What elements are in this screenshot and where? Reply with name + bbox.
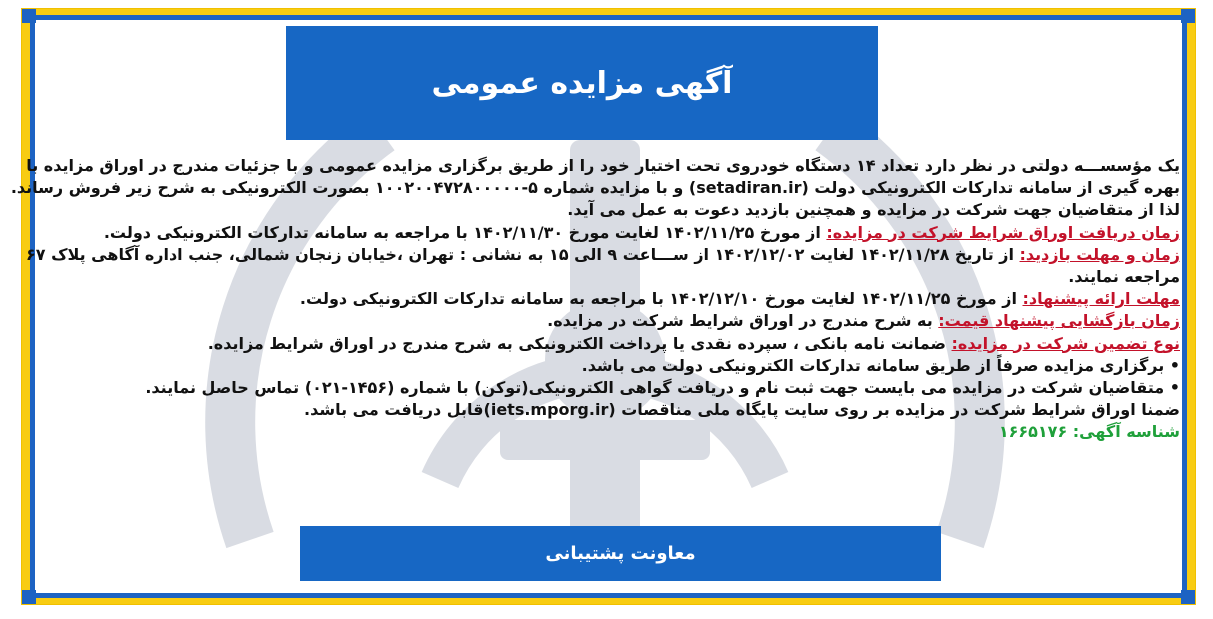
ad-id: شناسه آگهی: ۱۶۶۵۱۷۶	[998, 422, 1180, 442]
intro-line: لذا از متقاضیان جهت شرکت در مزایده و همچنین بازدید دعوت به عمل می آید.	[567, 200, 1180, 220]
corner-top-left	[22, 9, 36, 23]
section-label: زمان بازگشایی پیشنهاد قیمت:	[938, 311, 1180, 331]
footer-label: معاونت پشتیبانی	[545, 543, 696, 564]
section-guarantee	[40, 333, 1180, 355]
bullet-item: • برگزاری مزایده صرفاً از طریق سامانه تدارکات الکترونیکی دولت می باشد.	[581, 355, 1180, 375]
corner-bottom-left	[22, 590, 36, 604]
frame-right	[1187, 9, 1195, 604]
section-text: از مورخ ۱۴۰۲/۱۱/۲۵ لغایت مورخ ۱۴۰۲/۱۱/۳۰ با مراجعه به سامانه تدارکات الکترونیکی دولت.	[103, 222, 827, 242]
section-text: ضمانت نامه بانکی ، سپرده نقدی یا پرداخت الکترونیکی به شرح مندرج در اوراق شرایط مزایده.	[207, 333, 952, 353]
section-text: از تاریخ ۱۴۰۲/۱۱/۲۸ لغایت ۱۴۰۲/۱۲/۰۲ از ســـاعت ۹ الی ۱۵ به نشانی : تهران ،خیابان زنجان شمالی، جنب اداره آگاهی پلاک ۶۷	[25, 244, 1020, 264]
section-visit-time-cont: مراجعه نمایند.	[1068, 267, 1180, 287]
footer-banner	[300, 526, 941, 581]
section-label: زمان و مهلت بازدید:	[1019, 244, 1180, 264]
corner-bottom-right	[1181, 590, 1195, 604]
section-visit-time	[25, 244, 1180, 266]
corner-top-right	[1181, 9, 1195, 23]
section-label: نوع تضمین شرکت در مزایده:	[951, 333, 1180, 353]
page-title: آگهی مزایده عمومی	[431, 65, 733, 101]
title-banner	[286, 26, 878, 140]
section-offer-deadline	[40, 288, 1180, 310]
intro-line: بهره گیری از سامانه تدارکات الکترونیکی دولت (setadiran.ir) و با مزایده شماره ۵-۱۰۰۲۰۰۴۷۲۸۰۰۰۰۰ بصورت الکترونیکی به شرح زیر فروش رساند.	[10, 178, 1180, 198]
frame-left	[22, 9, 30, 604]
section-text: به شرح مندرج در اوراق شرایط شرکت در مزایده.	[547, 311, 939, 331]
section-document-time	[40, 222, 1180, 244]
section-label: مهلت ارائه پیشنهاد:	[1022, 289, 1180, 309]
section-opening-time	[40, 310, 1180, 332]
section-text: از مورخ ۱۴۰۲/۱۱/۲۵ لغایت مورخ ۱۴۰۲/۱۲/۱۰ با مراجعه به سامانه تدارکات الکترونیکی دولت.	[299, 289, 1023, 309]
intro-line: یک مؤسســـه دولتی در نظر دارد تعداد ۱۴ دستگاه خودروی تحت اختیار خود را از طریق برگزاری مزایده عمومی و با جزئیات مندرج در اوراق مزایده با	[26, 156, 1180, 175]
frame-bottom	[22, 598, 1195, 604]
bullet-item: • متقاضیان شرکت در مزایده می بایست جهت ثبت نام و دریافت گواهی الکترونیکی(توکن) با شماره (۱۴۵۶-۰۲۱) تماس حاصل نمایند.	[145, 378, 1180, 398]
closing-line: ضمنا اوراق شرایط شرکت در مزایده بر روی سایت پایگاه ملی مناقصات (iets.mporg.ir)قابل دریافت می باشد.	[304, 400, 1180, 420]
notice-body	[10, 155, 1180, 444]
section-label: زمان دریافت اوراق شرایط شرکت در مزایده:	[826, 222, 1180, 242]
